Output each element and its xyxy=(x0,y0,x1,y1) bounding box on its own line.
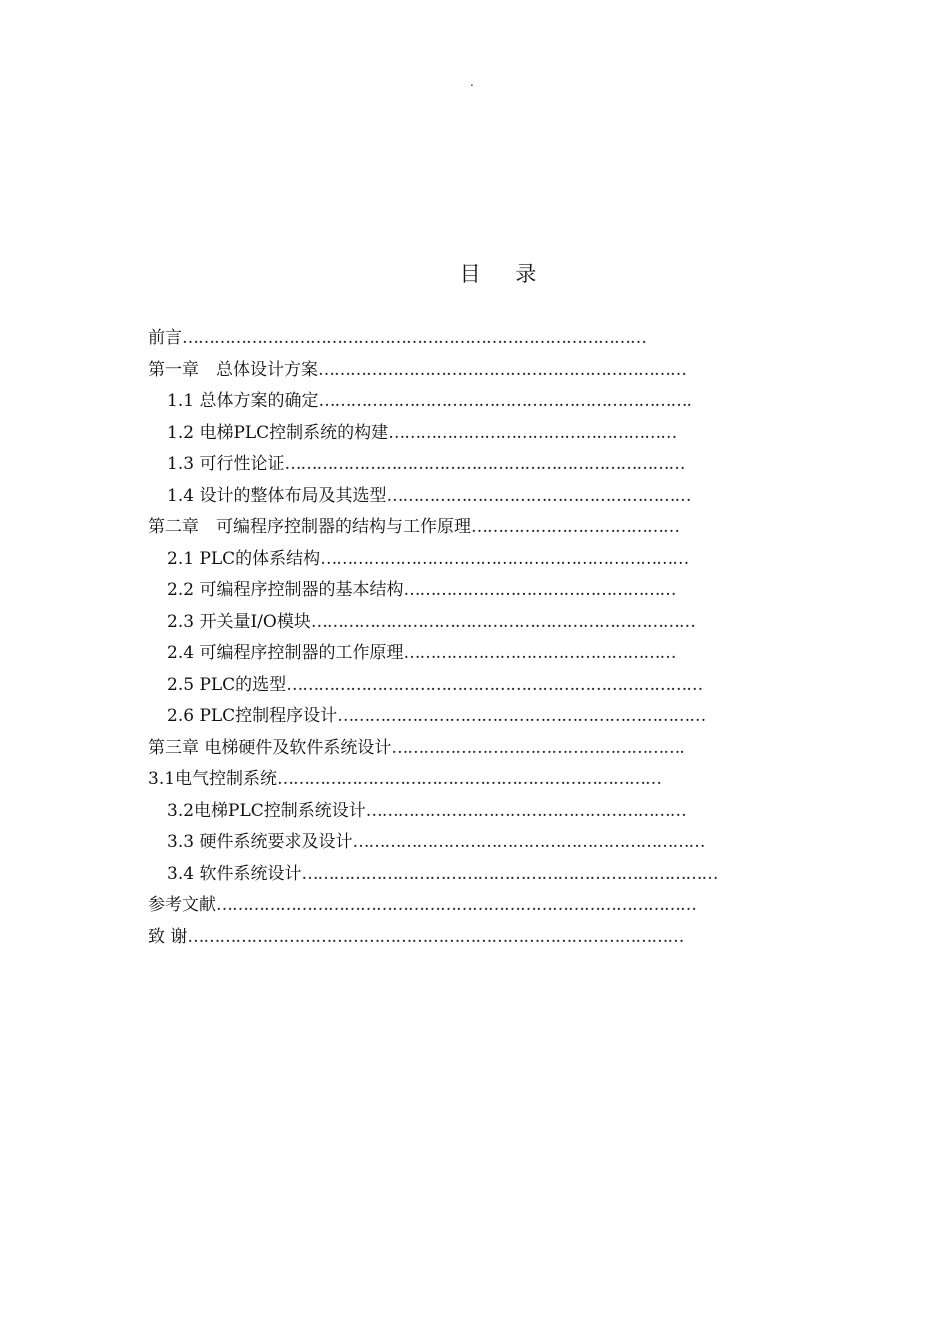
toc-entry[interactable] xyxy=(148,733,758,765)
toc-entry-text: 2.4 可编程序控制器的工作原理 xyxy=(167,643,404,663)
toc-entry[interactable] xyxy=(148,544,758,576)
toc-entry-text: 1.4 设计的整体布局及其选型 xyxy=(167,485,387,506)
toc-entry[interactable] xyxy=(148,575,758,607)
toc-entry[interactable] xyxy=(148,827,758,859)
toc-leader-dots: ………………………………………………………………………………… xyxy=(187,926,684,947)
toc-entry[interactable] xyxy=(148,764,758,796)
toc-leader-dots: …………………………………………………………… xyxy=(337,706,706,726)
toc-leader-dots: ……………………………………………………………… xyxy=(310,611,695,632)
toc-entry[interactable] xyxy=(148,449,758,481)
toc-entry-text: 参考文献 xyxy=(148,895,216,915)
toc-leader-dots: ………………………………………………………………… xyxy=(284,454,685,474)
toc-title: 目 录 xyxy=(459,262,551,286)
toc-entry[interactable] xyxy=(148,670,758,702)
toc-leader-dots: …………………………………………………………………… xyxy=(286,674,703,695)
toc-leader-dots: ………………………………………………………… xyxy=(352,832,705,852)
toc-leader-dots: …………………………………………………………… xyxy=(320,548,689,569)
toc-leader-dots: …………………………………………………………………… xyxy=(301,863,718,884)
toc-entry-text: 致 谢 xyxy=(148,926,188,947)
toc-leader-dots: ………………………………………………. xyxy=(391,737,684,758)
toc-entry[interactable] xyxy=(148,418,758,450)
toc-leader-dots: ……………………………………………… xyxy=(388,422,677,443)
toc-entry-text: 2.3 开关量I/O模块 xyxy=(167,611,311,632)
toc-entry-text: 3.4 软件系统设计 xyxy=(167,863,302,884)
table-of-contents xyxy=(148,323,758,953)
toc-entry-text: 1.3 可行性论证 xyxy=(167,454,285,474)
toc-entry[interactable] xyxy=(148,796,758,828)
toc-leader-dots: ……………………………………………………………………………… xyxy=(216,895,696,915)
toc-leader-dots: ……………………………………………………………… xyxy=(277,769,662,789)
toc-entry-text: 2.5 PLC的选型 xyxy=(167,674,287,695)
toc-leader-dots: ………………………………………………… xyxy=(386,485,691,506)
toc-leader-dots: …………………………………………… xyxy=(403,580,676,600)
toc-entry[interactable] xyxy=(148,859,758,891)
toc-leader-dots: …………………………………………………………… xyxy=(318,359,686,380)
toc-entry[interactable] xyxy=(148,323,758,355)
toc-entry-text: 第一章 总体设计方案 xyxy=(148,359,318,380)
toc-entry[interactable] xyxy=(148,922,758,954)
toc-entry[interactable] xyxy=(148,386,758,418)
toc-entry-text: 3.2电梯PLC控制系统设计 xyxy=(167,800,366,821)
toc-entry-text: 1.1 总体方案的确定 xyxy=(167,391,319,411)
toc-entry[interactable] xyxy=(148,512,758,544)
toc-entry[interactable] xyxy=(148,481,758,513)
toc-leader-dots: …………………………………………………………………………… xyxy=(182,328,646,348)
toc-leader-dots: ………………………………… xyxy=(471,517,679,537)
toc-entry-text: 2.1 PLC的体系结构 xyxy=(167,548,321,569)
toc-entry[interactable] xyxy=(148,890,758,922)
toc-entry-text: 3.1电气控制系统 xyxy=(148,769,278,789)
toc-leader-dots: …………………………………………… xyxy=(403,643,676,663)
toc-entry-text: 3.3 硬件系统要求及设计 xyxy=(167,832,353,852)
toc-entry[interactable] xyxy=(148,607,758,639)
toc-entry[interactable] xyxy=(148,638,758,670)
toc-entry-text: 第三章 电梯硬件及软件系统设计 xyxy=(148,737,392,758)
toc-leader-dots: …………………………………………………… xyxy=(365,800,686,821)
toc-entry-text: 第二章 可编程序控制器的结构与工作原理 xyxy=(148,517,471,537)
header-dot: . xyxy=(470,75,474,89)
toc-entry[interactable] xyxy=(148,701,758,733)
toc-entry-text: 2.6 PLC控制程序设计 xyxy=(167,706,338,726)
toc-entry[interactable] xyxy=(148,355,758,387)
toc-entry-text: 1.2 电梯PLC控制系统的构建 xyxy=(167,422,389,443)
toc-entry-text: 2.2 可编程序控制器的基本结构 xyxy=(167,580,404,600)
toc-entry-text: 前言 xyxy=(148,328,182,348)
toc-leader-dots: ……………………………………………………………. xyxy=(318,391,691,411)
